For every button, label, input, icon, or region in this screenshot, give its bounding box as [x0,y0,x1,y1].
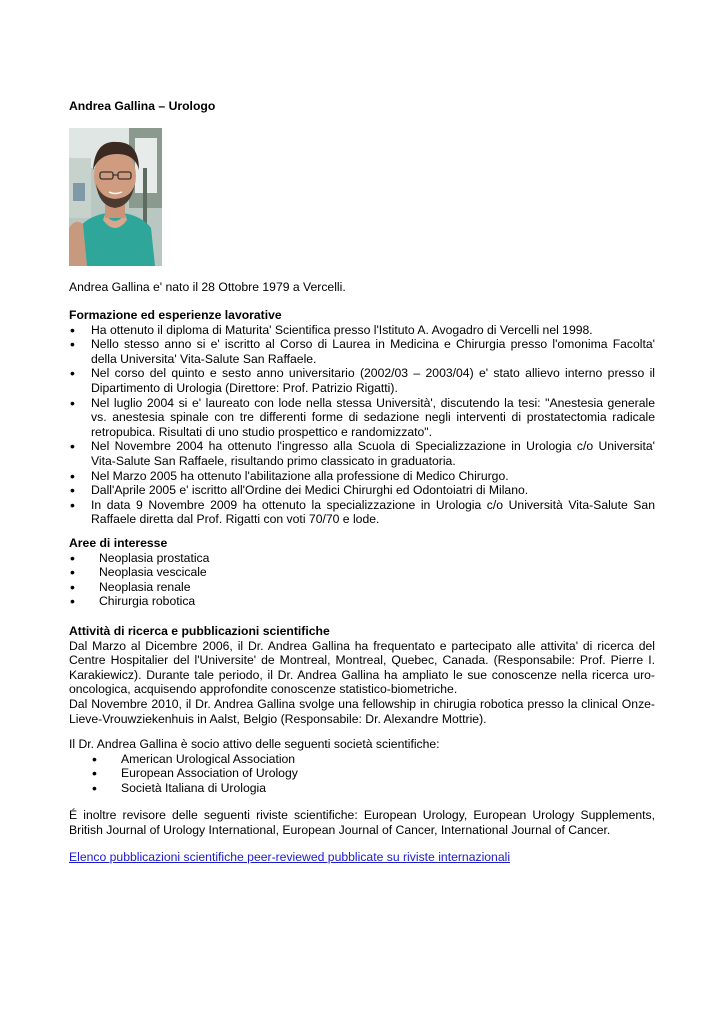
list-item: • Chirurgia robotica [69,594,655,609]
ricerca-paragraph-1: Dal Marzo al Dicembre 2006, il Dr. Andrea Gallina ha frequentato e partecipato alle attivita' di ricerca del Centre Hospitalier del l'Universite' de Montreal, Montreal, Quebec, Canada. (Responsabile: Prof. Pierre I. Karakiewicz). Durante tale periodo, il Dr. Andrea Gallina ha ampliato le sue conoscenze nella ricerca uro-oncologica, acquisendo approfondite conoscenze statistico-biometriche. [69,638,655,697]
interesse-section [69,536,655,609]
list-item: • Nel corso del quinto e sesto anno universitario (2002/03 – 2003/04) e' stato allievo interno presso il Dipartimento di Urologia (Direttore: Prof. Patrizio Rigatti). [69,366,655,395]
list-item: • Società Italiana di Urologia [69,781,655,796]
formazione-heading: Formazione ed esperienze lavorative [69,308,282,322]
list-item: • Nel Marzo 2005 ha ottenuto l'abilitazione alla professione di Medico Chirurgo. [69,469,655,484]
ricerca-paragraph-2: Dal Novembre 2010, il Dr. Andrea Gallina svolge una fellowship in chirugia robotica presso la clinical Onze-Lieve-Vrouwziekenhuis in Aalst, Belgio (Responsabile: Dr. Alexandre Mottrie). [69,696,655,726]
formazione-list [69,323,655,527]
interesse-heading: Aree di interesse [69,536,168,550]
publications-link[interactable]: Elenco pubblicazioni scientifiche peer-reviewed pubblicate su riviste internazionali [69,850,511,864]
riviste-text: É inoltre revisore delle seguenti riviste scientifiche: European Urology, European Urology Supplements, British Journal of Urology International, European Journal of Cancer, International Journal of Cancer. [69,808,655,837]
societa-intro: Il Dr. Andrea Gallina è socio attivo delle seguenti società scientifiche: [69,737,440,751]
list-item: • Neoplasia renale [69,580,655,595]
list-item: • Dall'Aprile 2005 e' iscritto all'Ordine dei Medici Chirurghi ed Odontoiatri di Milano. [69,483,655,498]
societa-section [69,737,655,795]
list-item: • Nello stesso anno si e' iscritto al Corso di Laurea in Medicina e Chirurgia presso l'omonima Facolta' della Universita' Vita-Salute San Raffaele. [69,337,655,366]
ricerca-section [69,624,655,726]
list-item: • Neoplasia prostatica [69,551,655,566]
page-title: Andrea Gallina – Urologo [69,99,216,113]
intro-text: Andrea Gallina e' nato il 28 Ottobre 1979 a Vercelli. [69,280,346,294]
list-item: • Ha ottenuto il diploma di Maturita' Scientifica presso l'Istituto A. Avogadro di Vercelli nel 1998. [69,323,655,338]
list-item: • American Urological Association [69,752,655,767]
ricerca-heading: Attività di ricerca e pubblicazioni scientifiche [69,624,330,638]
portrait-photo [69,128,162,266]
formazione-section [69,308,655,527]
list-item: • Nel Novembre 2004 ha ottenuto l'ingresso alla Scuola di Specializzazione in Urologia c/o Universita' Vita-Salute San Raffaele, risultando primo classicato in graduatoria. [69,439,655,468]
societa-list [69,752,655,796]
list-item: • Neoplasia vescicale [69,565,655,580]
interesse-list [69,551,655,609]
publications-link-wrapper [69,850,510,864]
riviste-section [69,808,655,837]
list-item: • Nel luglio 2004 si e' laureato con lode nella stessa Università', discutendo la tesi: "Anestesia generale vs. anestesia spinale con tre differenti forme di sedazione negli interventi di prostatectomia radicale retropubica. Risultati di uno studio prospettico e randomizzato". [69,396,655,440]
list-item: • European Association of Urology [69,766,655,781]
list-item: • In data 9 Novembre 2009 ha ottenuto la specializzazione in Urologia c/o Università Vita-Salute San Raffaele diretta dal Prof. Rigatti con voti 70/70 e lode. [69,498,655,527]
